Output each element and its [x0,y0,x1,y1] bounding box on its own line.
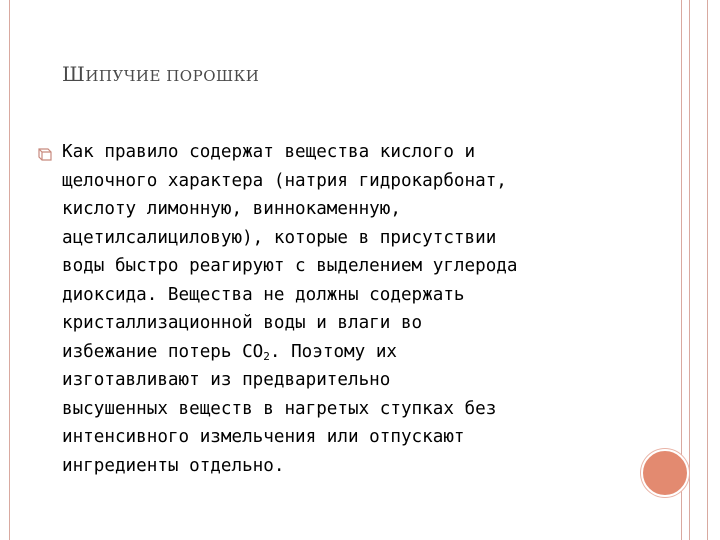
title-rest: ИПУЧИЕ ПОРОШКИ [85,67,260,85]
body-line [62,338,652,367]
body-line: щелочного характера (натрия гидрокарбонат, [62,170,507,191]
body-line-co2-after: . Поэтому их [269,341,397,362]
title-first-letter: Ш [62,62,86,86]
body-line: ингредиенты отдельно. [62,455,285,476]
body-line: высушенных веществ в нагретых ступках без [62,398,497,419]
body-line: кристаллизационной воды и влаги во [62,313,423,333]
body-line: интенсивного измельчения или отпускают [62,427,465,447]
slide-title [62,62,259,86]
body-paragraph [62,138,652,480]
circle-decoration [641,449,689,497]
frame-line-right-middle [689,0,690,540]
box-bullet-icon [38,147,52,161]
body-line: диоксида. Вещества не должны содержать [62,284,465,305]
body-line: воды быстро реагируют с выделением углерода [62,256,518,276]
body-line: изготавливают из предварительно [62,370,391,390]
body-line: Как правило содержат вещества кислого и [62,142,476,162]
body-line-co2-before: избежание потерь CO [62,341,264,362]
frame-line-left [9,0,10,540]
body-line: кислоту лимонную, виннокаменную, [62,199,401,219]
frame-line-right-outer [707,0,708,540]
co2-subscript: 2 [263,349,270,363]
body-line: ацетилсалициловую), которые в присутствии [62,227,497,248]
